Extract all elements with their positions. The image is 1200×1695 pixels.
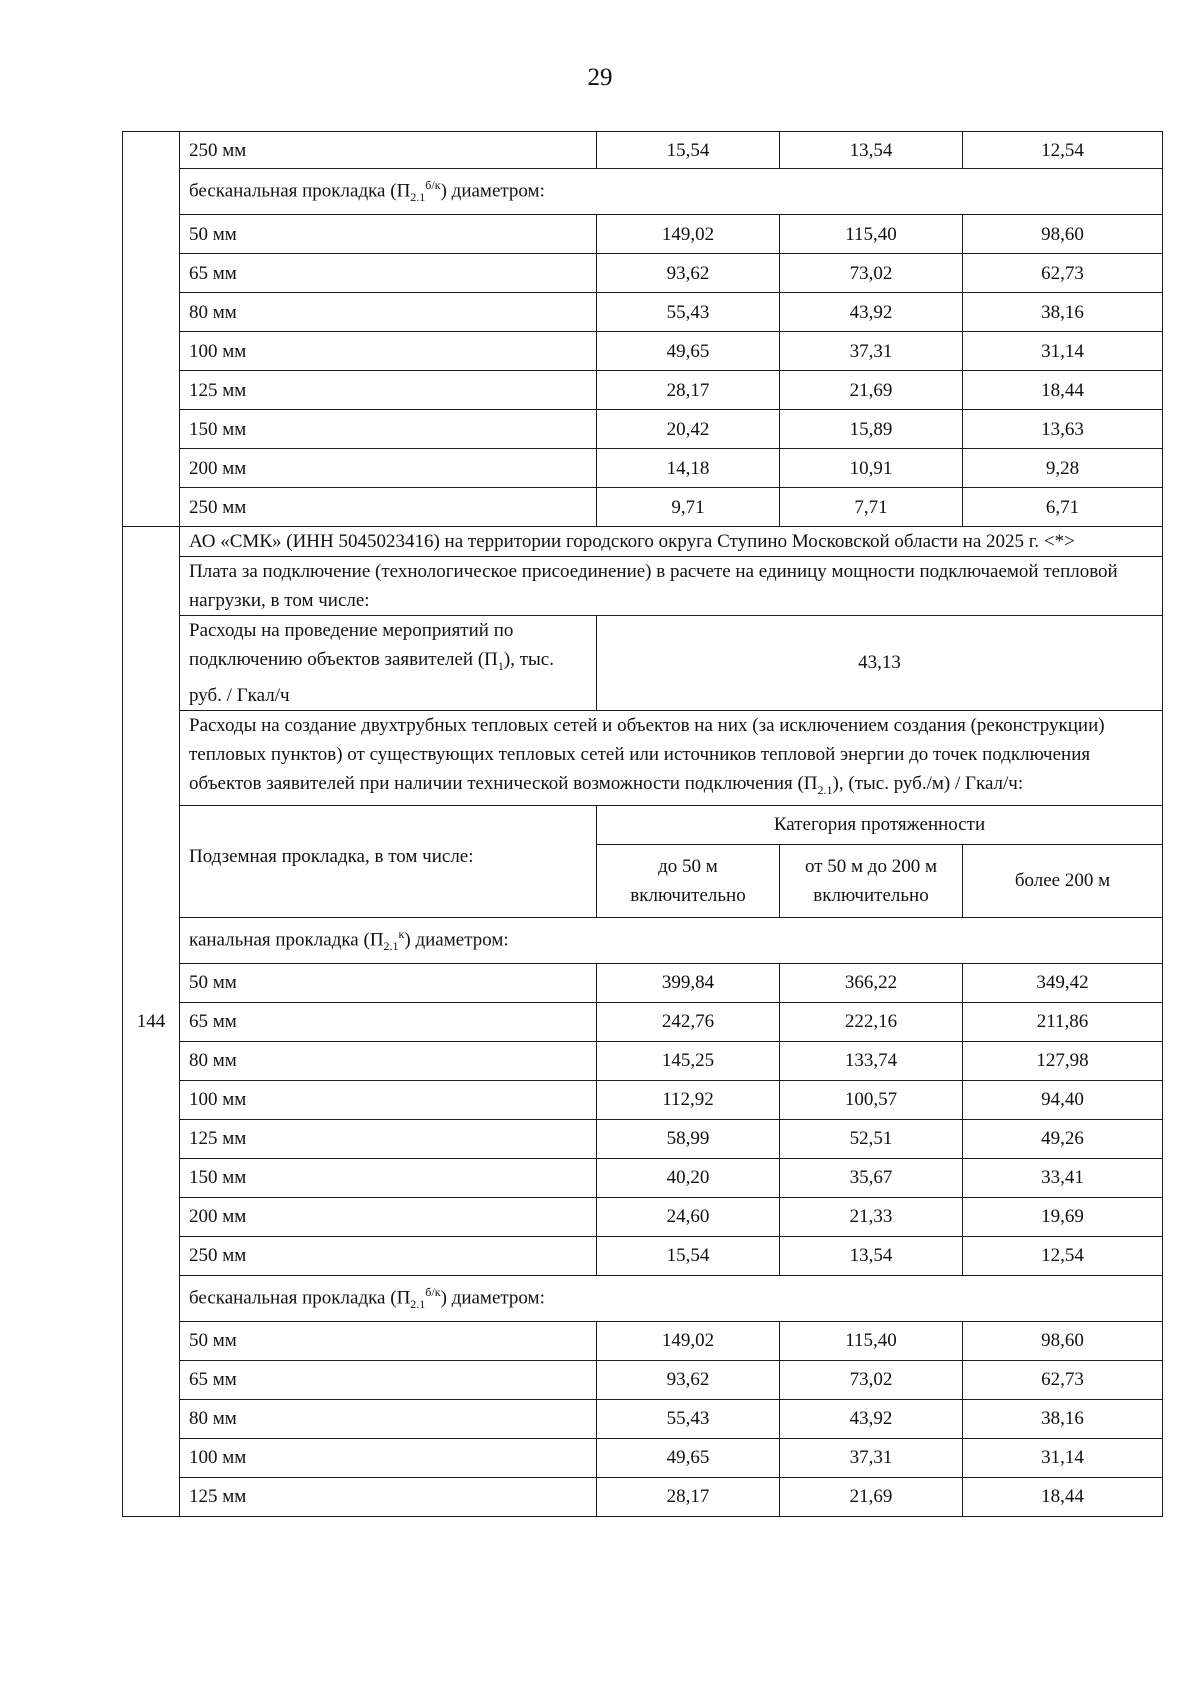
- value-cell: 112,92: [597, 1080, 780, 1119]
- value-cell: 13,63: [963, 410, 1163, 449]
- section-channelless-prev: [123, 169, 1163, 215]
- value-cell: 37,31: [780, 332, 963, 371]
- table-row: [123, 410, 1163, 449]
- diameter-cell: 50 мм: [180, 215, 597, 254]
- value-cell: 33,41: [963, 1158, 1163, 1197]
- table-row: [123, 332, 1163, 371]
- value-cell: 94,40: [963, 1080, 1163, 1119]
- section-title-text: бесканальная прокладка (П: [189, 1286, 411, 1308]
- table-row: [123, 1002, 1163, 1041]
- section-title-text: бесканальная прокладка (П: [189, 180, 411, 202]
- table-row: [123, 1119, 1163, 1158]
- diameter-cell: 150 мм: [180, 1158, 597, 1197]
- value-cell: 49,65: [597, 1438, 780, 1477]
- category-header-row: [123, 805, 1163, 844]
- diameter-cell: 80 мм: [180, 1041, 597, 1080]
- value-cell: 31,14: [963, 1438, 1163, 1477]
- diameter-cell: 100 мм: [180, 1080, 597, 1119]
- section-title-subscript: 2.1: [410, 1296, 426, 1311]
- p21-text-tail: ), (тыс. руб./м) / Гкал/ч:: [832, 772, 1024, 794]
- organization-text: АО «СМК» (ИНН 5045023416) на территории городского округа Ступино Московской области на 2025 г. <*>: [180, 527, 1163, 557]
- value-cell: 38,16: [963, 293, 1163, 332]
- value-cell: 28,17: [597, 1477, 780, 1516]
- value-cell: 49,65: [597, 332, 780, 371]
- section-channel: [123, 917, 1163, 963]
- value-cell: 98,60: [963, 215, 1163, 254]
- section-title-text: канальная прокладка (П: [189, 928, 384, 950]
- table-row: [123, 1477, 1163, 1516]
- diameter-cell: 80 мм: [180, 1399, 597, 1438]
- p1-label: [180, 616, 597, 711]
- value-cell: 149,02: [597, 1321, 780, 1360]
- value-cell: 55,43: [597, 1399, 780, 1438]
- value-cell: 58,99: [597, 1119, 780, 1158]
- value-cell: 62,73: [963, 254, 1163, 293]
- p21-subscript: 2.1: [817, 782, 833, 797]
- table-row: [123, 449, 1163, 488]
- section-title-tail: ) диаметром:: [440, 1286, 545, 1308]
- value-cell: 115,40: [780, 1321, 963, 1360]
- table-row: [123, 293, 1163, 332]
- table-row: [123, 1321, 1163, 1360]
- diameter-cell: 50 мм: [180, 963, 597, 1002]
- section-channelless-title: [180, 1275, 1163, 1321]
- underground-label: Подземная прокладка, в том числе:: [180, 805, 597, 917]
- value-cell: 52,51: [780, 1119, 963, 1158]
- diameter-cell: 200 мм: [180, 1197, 597, 1236]
- diameter-cell: 125 мм: [180, 371, 597, 410]
- value-cell: 93,62: [597, 254, 780, 293]
- p21-description: [180, 710, 1163, 805]
- category-2: от 50 м до 200 м включительно: [780, 844, 963, 917]
- value-cell: 37,31: [780, 1438, 963, 1477]
- tariff-table: [122, 131, 1163, 1517]
- p1-subscript: 1: [497, 658, 504, 673]
- section-title-subscript: 2.1: [383, 938, 399, 953]
- value-cell: 211,86: [963, 1002, 1163, 1041]
- value-cell: 9,28: [963, 449, 1163, 488]
- table-row: [123, 132, 1163, 169]
- fee-row: [123, 557, 1163, 616]
- value-cell: 18,44: [963, 371, 1163, 410]
- value-cell: 43,92: [780, 293, 963, 332]
- p21-row: [123, 710, 1163, 805]
- value-cell: 55,43: [597, 293, 780, 332]
- value-cell: 93,62: [597, 1360, 780, 1399]
- section-channelless-prev-title: [180, 169, 1163, 215]
- fee-description: Плата за подключение (технологическое присоединение) в расчете на единицу мощности подключаемой тепловой нагрузки, в том числе:: [180, 557, 1163, 616]
- p1-label-text: Расходы на проведение мероприятий по подключению объектов заявителей (П: [189, 620, 514, 670]
- p1-value: 43,13: [597, 616, 1163, 711]
- value-cell: 9,71: [597, 488, 780, 527]
- p1-label-tail: ), тыс. руб. / Гкал/ч: [189, 649, 554, 706]
- value-cell: 366,22: [780, 963, 963, 1002]
- value-cell: 399,84: [597, 963, 780, 1002]
- value-cell: 242,76: [597, 1002, 780, 1041]
- table-row: [123, 963, 1163, 1002]
- entry-header-row: [123, 527, 1163, 557]
- value-cell: 73,02: [780, 254, 963, 293]
- value-cell: 15,89: [780, 410, 963, 449]
- diameter-cell: 50 мм: [180, 1321, 597, 1360]
- diameter-cell: 80 мм: [180, 293, 597, 332]
- section-title-superscript: б/к: [425, 177, 441, 192]
- value-cell: 115,40: [780, 215, 963, 254]
- p1-row: [123, 616, 1163, 711]
- section-title-superscript: б/к: [425, 1284, 441, 1299]
- table-row: [123, 1041, 1163, 1080]
- value-cell: 18,44: [963, 1477, 1163, 1516]
- section-title-superscript: к: [398, 926, 405, 941]
- value-cell: 15,54: [597, 1236, 780, 1275]
- table-row: [123, 1236, 1163, 1275]
- section-title-tail: ) диаметром:: [404, 928, 509, 950]
- value-cell: 149,02: [597, 215, 780, 254]
- table-row: [123, 371, 1163, 410]
- value-cell: 222,16: [780, 1002, 963, 1041]
- diameter-cell: 150 мм: [180, 410, 597, 449]
- entry-number-cell-continued: [123, 132, 180, 527]
- category-header: Категория протяженности: [597, 805, 1163, 844]
- value-cell: 35,67: [780, 1158, 963, 1197]
- category-3: более 200 м: [963, 844, 1163, 917]
- tariff-table-body: [123, 132, 1163, 1517]
- section-channelless: [123, 1275, 1163, 1321]
- diameter-cell: 250 мм: [180, 488, 597, 527]
- diameter-cell: 65 мм: [180, 1360, 597, 1399]
- diameter-cell: 100 мм: [180, 332, 597, 371]
- value-cell: 62,73: [963, 1360, 1163, 1399]
- value-cell: 10,91: [780, 449, 963, 488]
- value-cell: 21,69: [780, 371, 963, 410]
- diameter-cell: 250 мм: [180, 1236, 597, 1275]
- diameter-cell: 125 мм: [180, 1477, 597, 1516]
- value-cell: 13,54: [780, 132, 963, 169]
- value-cell: 14,18: [597, 449, 780, 488]
- value-cell: 40,20: [597, 1158, 780, 1197]
- value-cell: 98,60: [963, 1321, 1163, 1360]
- table-row: [123, 254, 1163, 293]
- value-cell: 6,71: [963, 488, 1163, 527]
- value-cell: 12,54: [963, 132, 1163, 169]
- diameter-cell: 65 мм: [180, 254, 597, 293]
- value-cell: 19,69: [963, 1197, 1163, 1236]
- table-row: [123, 1360, 1163, 1399]
- section-title-tail: ) диаметром:: [440, 180, 545, 202]
- value-cell: 38,16: [963, 1399, 1163, 1438]
- diameter-cell: 125 мм: [180, 1119, 597, 1158]
- value-cell: 31,14: [963, 332, 1163, 371]
- value-cell: 20,42: [597, 410, 780, 449]
- value-cell: 7,71: [780, 488, 963, 527]
- diameter-cell: 65 мм: [180, 1002, 597, 1041]
- value-cell: 24,60: [597, 1197, 780, 1236]
- value-cell: 12,54: [963, 1236, 1163, 1275]
- table-row: [123, 215, 1163, 254]
- value-cell: 133,74: [780, 1041, 963, 1080]
- table-row: [123, 1080, 1163, 1119]
- value-cell: 73,02: [780, 1360, 963, 1399]
- value-cell: 100,57: [780, 1080, 963, 1119]
- table-row: [123, 1158, 1163, 1197]
- value-cell: 43,92: [780, 1399, 963, 1438]
- section-title-subscript: 2.1: [410, 190, 426, 205]
- page-number: 29: [587, 64, 613, 91]
- table-row: [123, 1438, 1163, 1477]
- value-cell: 49,26: [963, 1119, 1163, 1158]
- section-channel-title: [180, 917, 1163, 963]
- value-cell: 28,17: [597, 371, 780, 410]
- table-row: [123, 1399, 1163, 1438]
- category-1: до 50 м включительно: [597, 844, 780, 917]
- entry-number: 144: [123, 527, 180, 1517]
- diameter-cell: 200 мм: [180, 449, 597, 488]
- p21-text: Расходы на создание двухтрубных тепловых сетей и объектов на них (за исключением создания (реконструкции) тепловых пунктов) от существующих тепловых сетей или источников тепловой энергии до точек подключения объектов заявителей при наличии технической возможности подключения (П: [189, 714, 1105, 794]
- value-cell: 127,98: [963, 1041, 1163, 1080]
- value-cell: 145,25: [597, 1041, 780, 1080]
- diameter-cell: 250 мм: [180, 132, 597, 169]
- value-cell: 21,69: [780, 1477, 963, 1516]
- table-row: [123, 1197, 1163, 1236]
- value-cell: 13,54: [780, 1236, 963, 1275]
- diameter-cell: 100 мм: [180, 1438, 597, 1477]
- table-row: [123, 488, 1163, 527]
- value-cell: 21,33: [780, 1197, 963, 1236]
- value-cell: 15,54: [597, 132, 780, 169]
- value-cell: 349,42: [963, 963, 1163, 1002]
